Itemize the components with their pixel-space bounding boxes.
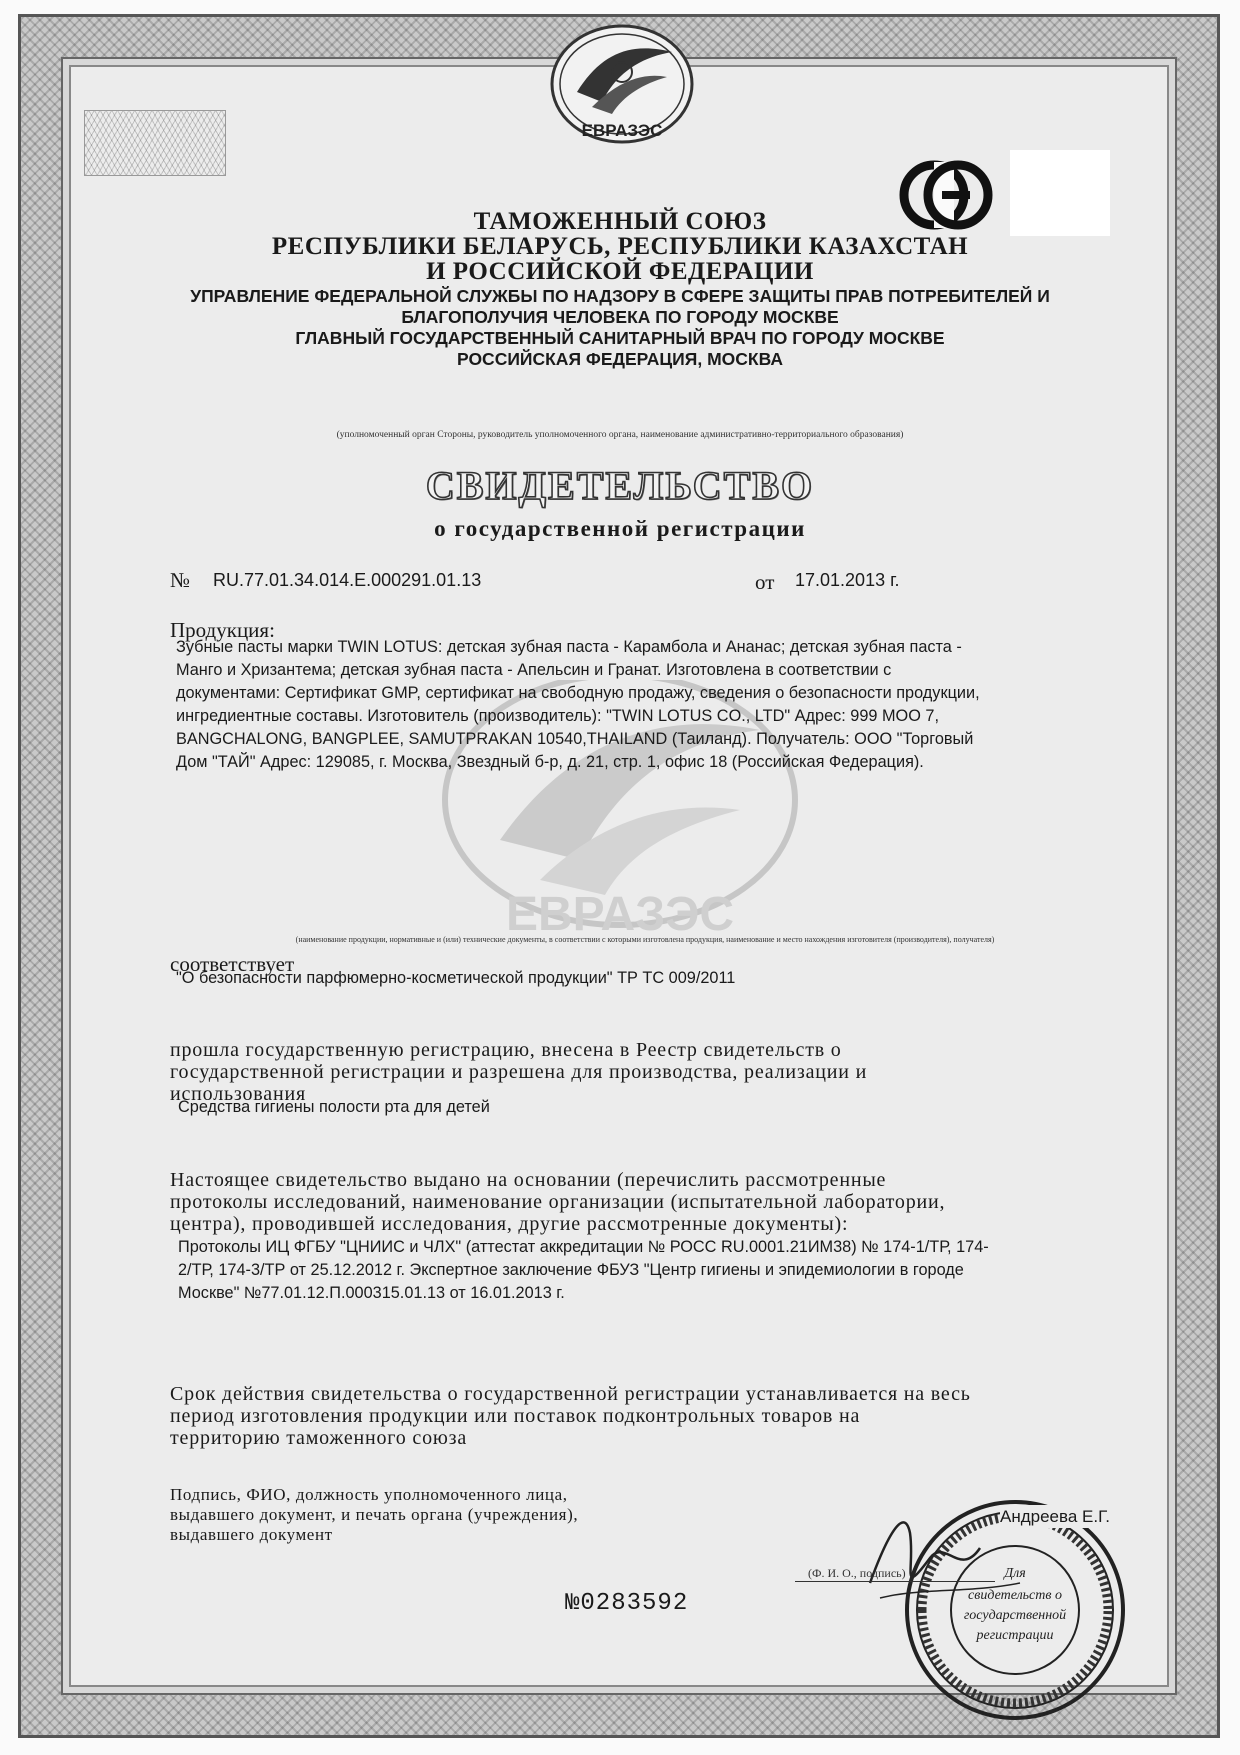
product-caption: (наименование продукции, нормативные и (или) технические документы, в соответствии с которыми изготовлена продукция, наименование и место нахождения изготовителя (производителя), получателя)	[295, 935, 995, 944]
product-line: документами: Сертификат GMP, сертификат на свободную продажу, сведения о безопасности продукции,	[176, 684, 980, 702]
stamp-text: свидетельств о	[968, 1588, 1062, 1603]
authority-line-3: ГЛАВНЫЙ ГОСУДАРСТВЕННЫЙ САНИТАРНЫЙ ВРАЧ ПО ГОРОДУ МОСКВЕ	[295, 328, 945, 348]
basis-line-3: центра), проводившей исследования, другие рассмотренные документы):	[170, 1213, 849, 1235]
union-line-2: РЕСПУБЛИКИ БЕЛАРУСЬ, РЕСПУБЛИКИ КАЗАХСТАН	[271, 233, 969, 260]
validity-line-1: Срок действия свидетельства о государственной регистрации устанавливается на весь	[170, 1383, 971, 1405]
union-line-3: И РОССИЙСКОЙ ФЕДЕРАЦИИ	[426, 258, 814, 285]
authority-line-1: УПРАВЛЕНИЕ ФЕДЕРАЛЬНОЙ СЛУЖБЫ ПО НАДЗОРУ В СФЕРЕ ЗАЩИТЫ ПРАВ ПОТРЕБИТЕЛЕЙ И	[190, 286, 1050, 306]
basis-value-line: 2/ТР, 174-3/ТР от 25.12.2012 г. Экспертное заключение ФБУЗ "Центр гигиены и эпидемиологии в городе	[178, 1261, 964, 1279]
product-line: Зубные пасты марки TWIN LOTUS: детская зубная паста - Карамбола и Ананас; детская зубная паста -	[176, 638, 962, 656]
validity-line-2: период изготовления продукции или поставок подконтрольных товаров на	[170, 1405, 861, 1427]
authority-line-4: РОССИЙСКАЯ ФЕДЕРАЦИЯ, МОСКВА	[457, 349, 783, 369]
emblem-label: ЕВРАЗЭС	[581, 121, 663, 140]
conforms-value: "О безопасности парфюмерно-косметической продукции" ТР ТС 009/2011	[176, 969, 736, 987]
form-number: №0283592	[565, 1590, 689, 1617]
basis-value-line: Москве" №77.01.12.П.000315.01.13 от 16.01.2013 г.	[178, 1284, 565, 1302]
registration-value: Средства гигиены полости рта для детей	[178, 1098, 490, 1116]
security-pattern	[84, 110, 226, 176]
evrazes-logo-icon	[522, 22, 722, 152]
signature-underline	[795, 1581, 995, 1582]
basis-line-1: Настоящее свидетельство выдано на основании (перечислить рассмотренные	[170, 1169, 887, 1191]
validity-line-3: территорию таможенного союза	[170, 1427, 467, 1449]
document-subtitle: о государственной регистрации	[434, 516, 806, 541]
signature-line-3: выдавшего документ	[170, 1525, 333, 1544]
document-title: СВИДЕТЕЛЬСТВО	[425, 463, 815, 508]
certificate-number: RU.77.01.34.014.Е.000291.01.13	[213, 570, 482, 590]
conforms-label: соответствует	[170, 952, 295, 976]
product-line: Манго и Хризантема; детская зубная паста - Апельсин и Гранат. Изготовлена в соответствии с	[176, 661, 892, 679]
signature-line-2: выдавшего документ, и печать органа (учреждения),	[170, 1505, 579, 1524]
product-label: Продукция:	[170, 618, 275, 642]
name-caption: (Ф. И. О., подпись)	[808, 1566, 906, 1580]
stamp-text: регистрации	[976, 1628, 1054, 1643]
product-line: ингредиентные составы. Изготовитель (производитель): "TWIN LOTUS CO., LTD" Адрес: 999 MOO 7,	[176, 707, 939, 725]
basis-line-2: протоколы исследований, наименование организации (испытательной лаборатории,	[170, 1191, 946, 1213]
signature-line-1: Подпись, ФИО, должность уполномоченного лица,	[170, 1485, 568, 1504]
registration-line-3: использования	[170, 1083, 306, 1105]
signer-name: Андреева Е.Г.	[1000, 1507, 1110, 1526]
authority-line-2: БЛАГОПОЛУЧИЯ ЧЕЛОВЕКА ПО ГОРОДУ МОСКВЕ	[401, 307, 839, 327]
number-label: №	[170, 568, 191, 592]
registration-line-1: прошла государственную регистрацию, внесена в Реестр свидетельств о	[170, 1039, 842, 1061]
registration-line-2: государственной регистрации и разрешена для производства, реализации и	[170, 1061, 868, 1083]
stamp-text: Для	[1004, 1566, 1026, 1581]
authority-caption: (уполномоченный орган Стороны, руководитель уполномоченного органа, наименование административно-территориального образования)	[336, 430, 904, 440]
issue-date: 17.01.2013 г.	[795, 570, 900, 590]
stamp-text: государственной	[963, 1608, 1067, 1623]
product-line: BANGCHALONG, BANGPLEE, SAMUTPRAKAN 10540,THAILAND (Таиланд). Получатель: ООО "Торговый	[176, 730, 974, 748]
svg-text:ЕВРАЗЭС: ЕВРАЗЭС	[505, 888, 735, 940]
date-label: от	[755, 570, 775, 594]
union-line-1: ТАМОЖЕННЫЙ СОЮЗ	[473, 208, 767, 235]
basis-value-line: Протоколы ИЦ ФГБУ "ЦНИИС и ЧЛХ" (аттестат аккредитации № РОСС RU.0001.21ИМ38) № 174-1/ТР, 174-	[178, 1238, 989, 1256]
product-line: Дом "ТАЙ" Адрес: 129085, г. Москва, Звездный б-р, д. 21, стр. 1, офис 18 (Российская Федерация).	[176, 753, 924, 771]
